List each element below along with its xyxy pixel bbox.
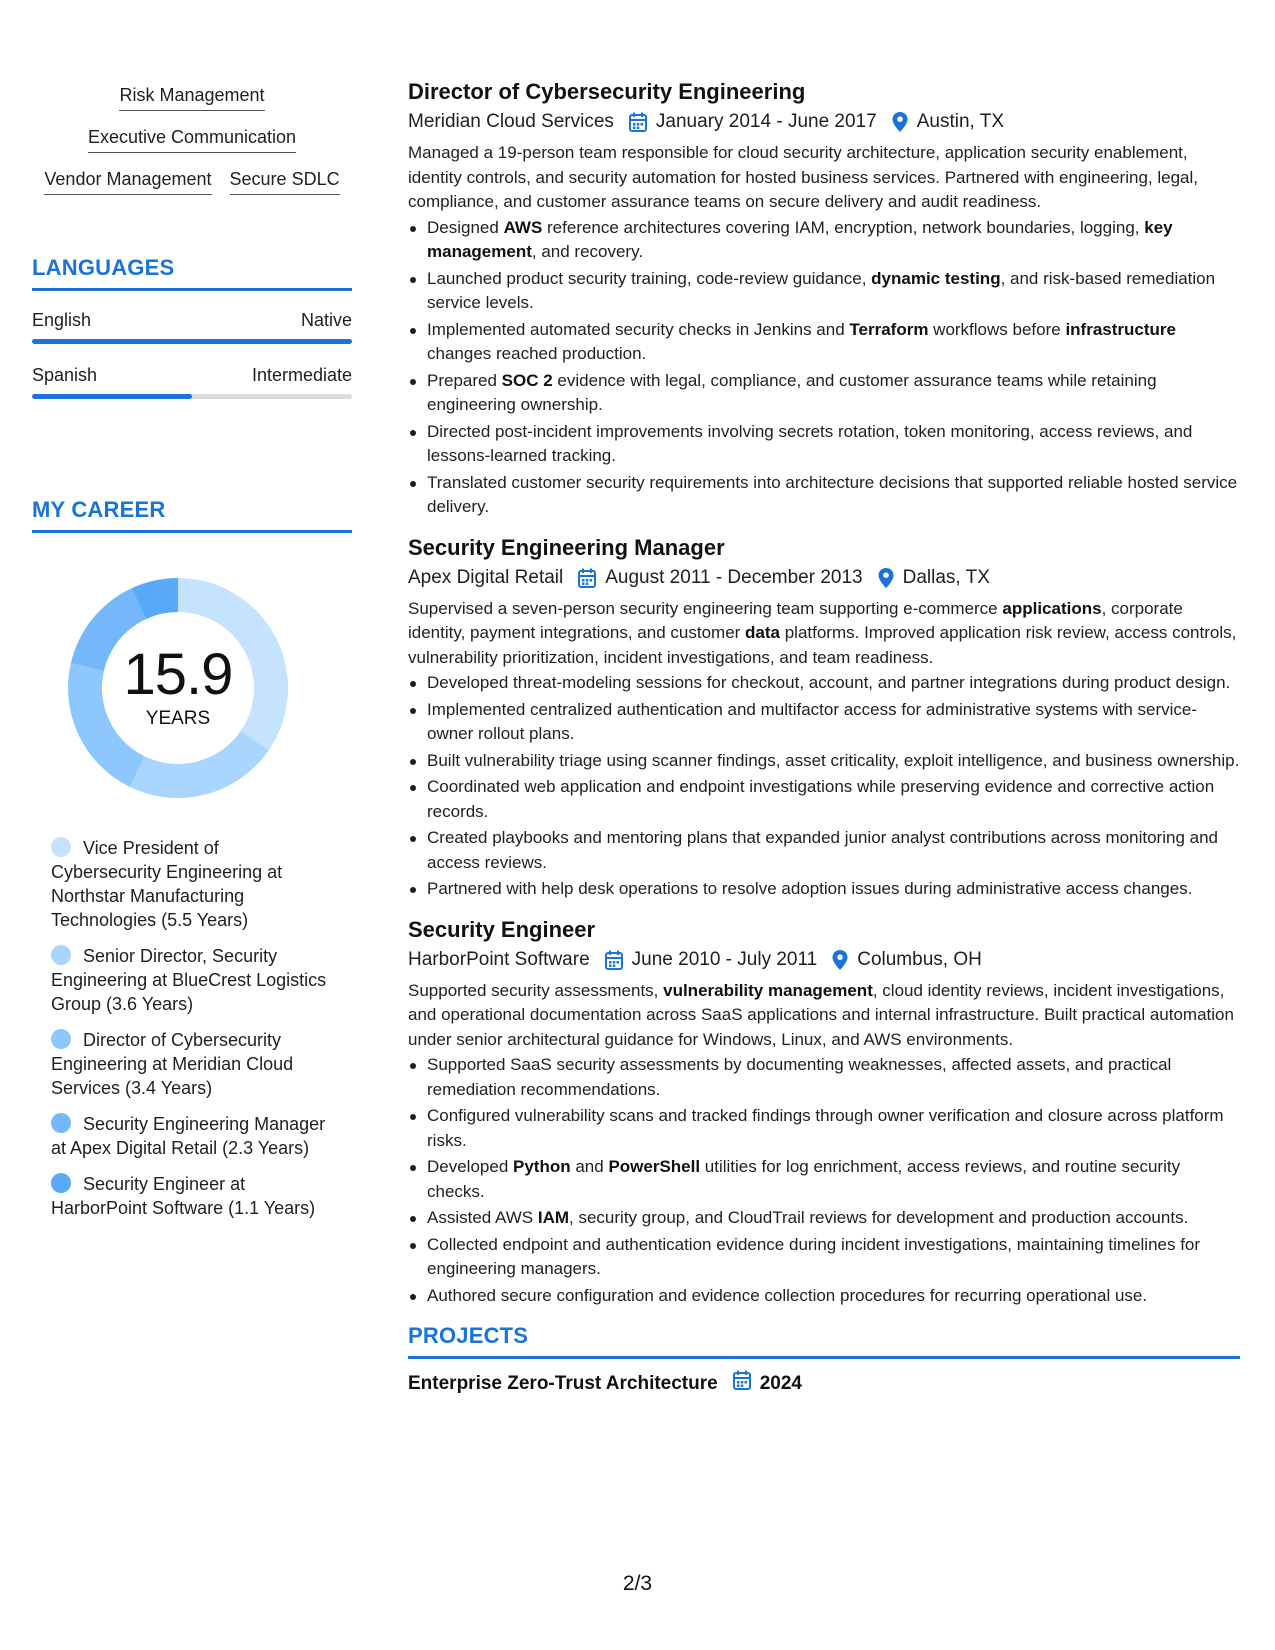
project-list: [408, 1369, 1240, 1399]
bullet-item: [408, 671, 1240, 696]
company-name: Apex Digital Retail: [408, 566, 564, 588]
bullet-item: [408, 877, 1240, 902]
bold-keyword: key management: [427, 217, 1173, 261]
skill-tag: Vendor Management: [44, 168, 211, 195]
skill-row: [32, 126, 352, 153]
bullet-item: [408, 420, 1240, 469]
language-row: [32, 309, 352, 331]
bullet-item: [408, 1284, 1240, 1309]
legend-item: [51, 1172, 331, 1220]
legend-swatch: [51, 1029, 71, 1049]
text-run: utilities for log enrichment, access reviews, and routine security checks.: [427, 1157, 1181, 1201]
job-dates: January 2014 - June 2017: [655, 111, 877, 132]
projects-rule: [408, 1356, 1240, 1359]
donut-center: [66, 576, 290, 800]
text-run: Supported security assessments,: [408, 980, 664, 1000]
calendar-icon: [604, 949, 624, 971]
text-run: , and recovery.: [531, 242, 644, 261]
legend-label: Senior Director, Security Engineering at BlueCrest Logistics Group (3.6 Years): [51, 946, 327, 1014]
text-run: Created playbooks and mentoring plans that expanded junior analyst contributions across monitoring and access reviews.: [427, 828, 1218, 872]
project-item: [408, 1369, 1240, 1399]
job-meta: [408, 109, 1240, 135]
job-title: Security Engineering Manager: [408, 534, 725, 560]
language-list: [32, 309, 352, 399]
job-entry: [408, 78, 1240, 520]
text-run: Assisted AWS: [427, 1208, 538, 1227]
language-proficiency-track: [32, 339, 352, 344]
bold-keyword: data: [745, 623, 780, 642]
text-run: Launched product security training, code-review guidance,: [427, 268, 872, 288]
legend-swatch: [51, 1113, 71, 1133]
text-run: and: [570, 1157, 609, 1176]
text-run: Implemented automated security checks in Jenkins and: [427, 319, 850, 339]
text-run: platforms. Improved application risk review, access controls, vulnerability prioritization, incident investigations, and team readiness.: [408, 623, 1237, 667]
text-run: Collected endpoint and authentication evidence during incident investigations, maintaining timelines for engineering managers.: [427, 1234, 1201, 1278]
bullet-item: [408, 216, 1240, 265]
skill-tag: Secure SDLC: [230, 168, 340, 195]
skill-tag: Risk Management: [119, 84, 264, 111]
bullet-item: [408, 1206, 1240, 1231]
projects-section: [408, 1322, 1240, 1399]
job-bullets: [408, 1053, 1240, 1308]
bullet-item: [408, 775, 1240, 824]
legend-label: Security Engineer at HarborPoint Software (1.1 Years): [51, 1174, 316, 1218]
bullet-item: [408, 1104, 1240, 1153]
bullet-item: [408, 826, 1240, 875]
legend-label: Security Engineering Manager at Apex Digital Retail (2.3 Years): [51, 1114, 326, 1158]
job-meta: [408, 565, 1240, 591]
language-proficiency-track: [32, 394, 352, 399]
text-run: Directed post-incident improvements involving secrets rotation, token monitoring, access reviews, and lessons-learned tracking.: [427, 421, 1193, 465]
career-heading: MY CAREER: [32, 497, 166, 522]
text-run: reference architectures covering IAM, encryption, network boundaries, logging,: [542, 217, 1145, 237]
text-run: , cloud identity reviews, incident investigations, and operational documentation across SaaS applications and internal infrastructure. Built practical automation under senior architectural guidance for Windows, Linux, and AWS environments.: [408, 980, 1234, 1049]
project-name: Enterprise Zero-Trust Architecture: [408, 1373, 718, 1394]
text-run: Supervised a seven-person security engineering team supporting e-commerce: [408, 598, 1003, 618]
text-run: Designed: [427, 217, 504, 237]
languages-heading: LANGUAGES: [32, 255, 175, 280]
job-bullets: [408, 671, 1240, 902]
job-bullets: [408, 216, 1240, 520]
bold-keyword: IAM: [537, 1208, 570, 1227]
text-run: , security group, and CloudTrail reviews for development and production accounts.: [569, 1208, 1189, 1227]
company-name: Meridian Cloud Services: [408, 111, 614, 132]
job-title: Director of Cybersecurity Engineering: [408, 79, 806, 104]
legend-label: Vice President of Cybersecurity Engineering at Northstar Manufacturing Technologies (5.5 Years): [51, 838, 283, 930]
job-entry: [408, 534, 1240, 902]
job-summary: [408, 597, 1240, 671]
text-run: Supported SaaS security assessments by documenting weaknesses, affected assets, and practical remediation recommendations.: [427, 1055, 1172, 1099]
legend-item: [51, 1028, 331, 1100]
bold-keyword: Terraform: [849, 319, 929, 339]
map-pin-icon: [831, 949, 849, 971]
bullet-item: [408, 749, 1240, 774]
bullet-item: [408, 369, 1240, 418]
job-list: [408, 78, 1240, 1308]
bold-keyword: PowerShell: [608, 1157, 701, 1176]
calendar-icon: [628, 111, 648, 133]
text-run: Developed: [427, 1157, 514, 1176]
skill-tag: Executive Communication: [88, 126, 296, 153]
page-number: 2/3: [622, 1572, 653, 1595]
career-section: [32, 496, 352, 1218]
experience-column: [408, 78, 1240, 1399]
job-title: Security Engineer: [408, 916, 596, 942]
language-item: [32, 364, 352, 399]
legend-label: Director of Cybersecurity Engineering at Meridian Cloud Services (3.4 Years): [51, 1030, 294, 1098]
projects-heading: PROJECTS: [408, 1323, 529, 1348]
map-pin-icon: [877, 567, 895, 589]
career-donut-chart: [66, 576, 290, 800]
text-run: Authored secure configuration and evidence collection procedures for recurring operational use.: [427, 1285, 1148, 1305]
career-total-years: 15.9: [123, 642, 233, 707]
text-run: Built vulnerability triage using scanner findings, asset criticality, exploit intelligence, and business ownership.: [427, 750, 1240, 770]
bullet-item: [408, 698, 1240, 747]
job-location: Austin, TX: [916, 111, 1005, 132]
bullet-item: [408, 267, 1240, 316]
bullet-item: [408, 1155, 1240, 1204]
bold-keyword: SOC 2: [501, 370, 553, 390]
text-run: Prepared: [427, 370, 502, 390]
career-rule: [32, 530, 352, 533]
bold-keyword: infrastructure: [1065, 319, 1176, 339]
language-level: Native: [300, 310, 352, 330]
text-run: changes reached production.: [427, 344, 647, 363]
job-meta: [408, 947, 1240, 973]
bold-keyword: AWS: [503, 217, 543, 237]
job-location: Columbus, OH: [857, 948, 982, 970]
bold-keyword: applications: [1002, 598, 1102, 618]
bullet-item: [408, 471, 1240, 520]
calendar-icon: [732, 1369, 752, 1399]
text-run: Translated customer security requirements into architecture decisions that supported reliable hosted service delivery.: [427, 472, 1238, 516]
company-name: HarborPoint Software: [408, 948, 590, 970]
job-dates: August 2011 - December 2013: [605, 566, 863, 588]
job-location: Dallas, TX: [902, 566, 990, 588]
bold-keyword: Python: [513, 1157, 571, 1176]
job-summary: [408, 141, 1240, 215]
text-run: evidence with legal, compliance, and customer assurance teams while retaining engineering ownership.: [427, 370, 1157, 414]
text-run: Managed a 19-person team responsible for cloud security architecture, application security enablement, identity controls, and security automation for hosted business services. Partnered with engineering, legal, compliance, and customer assurance teams on secure delivery and audit readiness.: [408, 143, 1198, 211]
text-run: Partnered with help desk operations to resolve adoption issues during administrative access changes.: [427, 879, 1193, 898]
bold-keyword: dynamic testing: [871, 268, 1001, 288]
bullet-item: [408, 1233, 1240, 1282]
languages-rule: [32, 288, 352, 291]
career-legend: [51, 836, 331, 1232]
language-proficiency-fill: [32, 339, 352, 344]
calendar-icon: [577, 567, 597, 589]
job-summary: [408, 979, 1240, 1053]
bold-keyword: vulnerability management: [663, 980, 873, 1000]
language-name: Spanish: [32, 365, 98, 385]
text-run: , corporate identity, payment integrations, and customer: [408, 598, 1183, 642]
skill-row: [32, 168, 352, 195]
job-dates: June 2010 - July 2011: [631, 948, 818, 970]
text-run: Implemented centralized authentication and multifactor access for administrative systems with service-owner rollout plans.: [427, 699, 1198, 743]
languages-section: [32, 254, 352, 399]
legend-swatch: [51, 945, 71, 965]
bullet-item: [408, 1053, 1240, 1102]
project-year: 2024: [759, 1373, 802, 1394]
job-entry: [408, 916, 1240, 1309]
career-total-unit: YEARS: [145, 708, 211, 729]
bullet-item: [408, 318, 1240, 367]
text-run: Configured vulnerability scans and tracked findings through owner verification and closure across platform risks.: [427, 1106, 1224, 1150]
text-run: Developed threat-modeling sessions for checkout, account, and partner integrations during product design.: [427, 673, 1231, 692]
map-pin-icon: [891, 111, 909, 133]
skills-list: [32, 84, 352, 210]
text-run: Coordinated web application and endpoint investigations while preserving evidence and corrective action records.: [427, 777, 1215, 821]
text-run: , and risk-based remediation service levels.: [427, 268, 1216, 312]
language-item: [32, 309, 352, 344]
legend-swatch: [51, 837, 71, 857]
legend-item: [51, 836, 331, 932]
language-level: Intermediate: [251, 365, 352, 385]
legend-item: [51, 1112, 331, 1160]
language-row: [32, 364, 352, 386]
skill-row: [32, 84, 352, 111]
legend-swatch: [51, 1173, 71, 1193]
language-proficiency-fill: [32, 394, 192, 399]
text-run: workflows before: [928, 319, 1066, 339]
language-name: English: [32, 310, 92, 330]
legend-item: [51, 944, 331, 1016]
